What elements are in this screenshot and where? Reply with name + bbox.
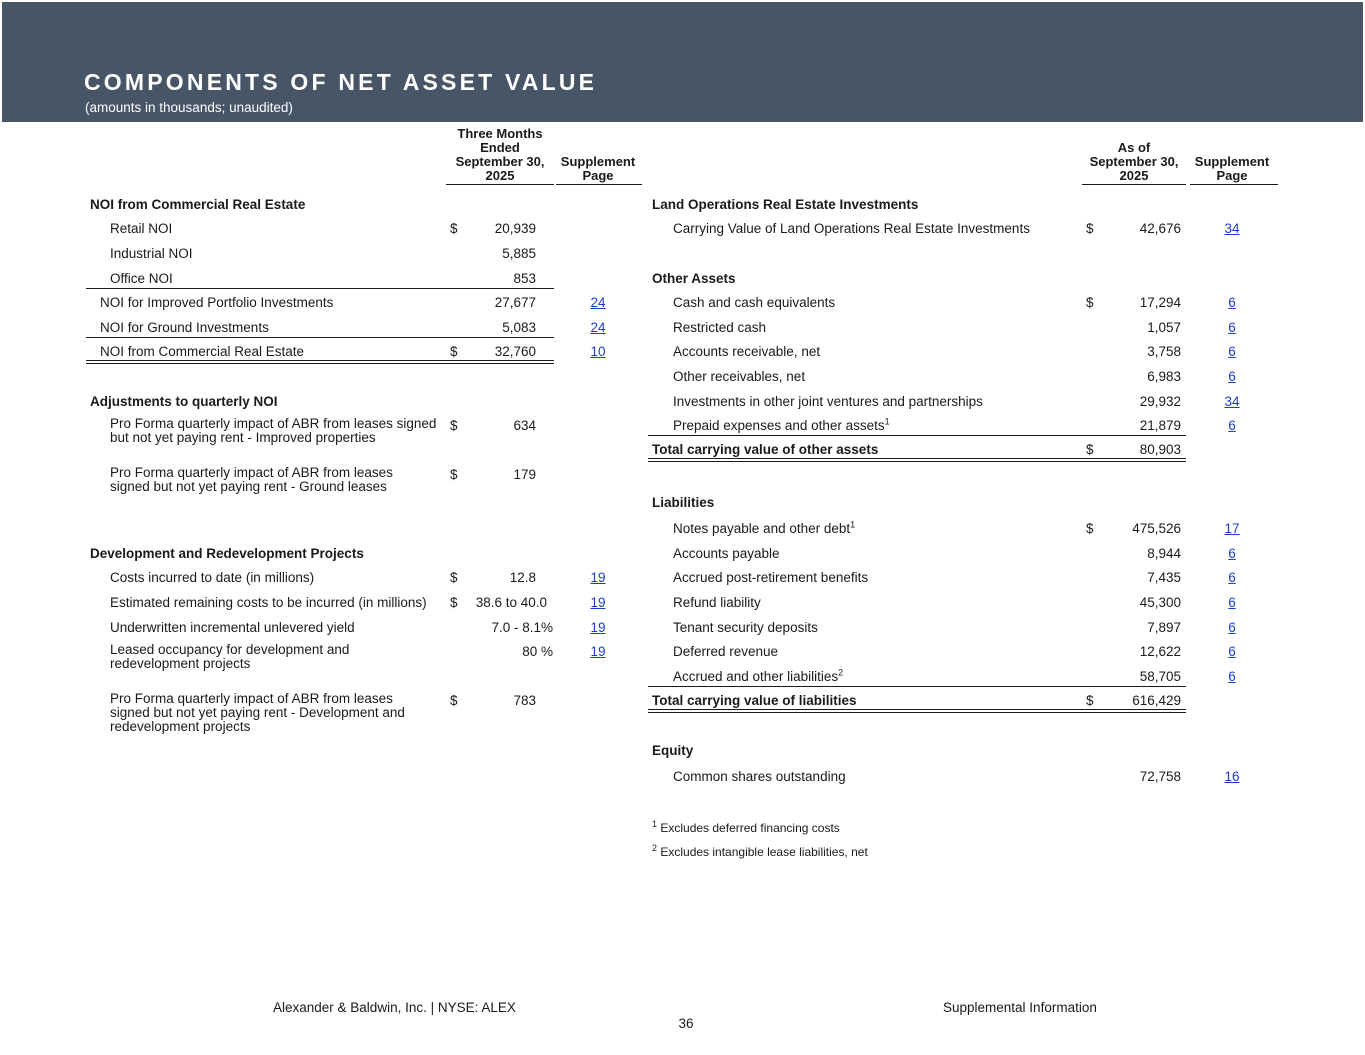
left-column-header: Three Months Ended September 30, 2025 bbox=[455, 126, 545, 183]
adj-improved-value: 634 bbox=[513, 418, 536, 433]
left-page-header: Supplement Page bbox=[560, 154, 636, 183]
right-header-rule bbox=[1082, 184, 1186, 185]
improved-noi-label: NOI for Improved Portfolio Investments bbox=[100, 295, 334, 310]
page-title: COMPONENTS OF NET ASSET VALUE bbox=[84, 69, 598, 95]
accrued-liabilities-rule bbox=[648, 686, 1186, 687]
deferred-revenue-value: 12,622 bbox=[1139, 644, 1181, 659]
common-shares-value: 72,758 bbox=[1139, 769, 1181, 784]
improved-noi-value: 27,677 bbox=[494, 295, 536, 310]
ground-noi-rule bbox=[86, 337, 554, 338]
ground-noi-page-link[interactable]: 24 bbox=[590, 320, 606, 335]
dev-costs-page-link[interactable]: 19 bbox=[590, 570, 606, 585]
notes-payable-label: Notes payable and other debt$^1$ bbox=[673, 519, 856, 536]
other-assets-heading: Other Assets bbox=[652, 271, 736, 286]
adj-improved-currency: $ bbox=[450, 418, 458, 433]
total-noi-page-link[interactable]: 10 bbox=[590, 344, 606, 359]
land-carrying-label: Carrying Value of Land Operations Real Estate Investments bbox=[673, 221, 1030, 236]
prepaid-footnote-ref: 1 bbox=[884, 416, 890, 427]
dev-remaining-page-link[interactable]: 19 bbox=[590, 595, 606, 610]
adj-improved-label: Pro Forma quarterly impact of ABR from leases signed but not yet paying rent - Improved properties bbox=[110, 416, 437, 445]
left-header-rule bbox=[446, 184, 554, 185]
accounts-receivable-label: Accounts receivable, net bbox=[673, 344, 821, 359]
dev-yield-label: Underwritten incremental unlevered yield bbox=[110, 620, 355, 635]
total-liabilities-double-rule bbox=[648, 709, 1186, 713]
other-receivables-label: Other receivables, net bbox=[673, 369, 806, 384]
dev-costs-value: 12.8 bbox=[509, 570, 536, 585]
dev-costs-currency: $ bbox=[450, 570, 458, 585]
dev-occupancy-page-link[interactable]: 19 bbox=[590, 644, 606, 659]
restricted-cash-label: Restricted cash bbox=[673, 320, 767, 335]
prepaid-label: Prepaid expenses and other assets$^1$ bbox=[673, 416, 890, 433]
footer-company: Alexander & Baldwin, Inc. | NYSE: ALEX bbox=[273, 1000, 516, 1015]
prepaid-page-link[interactable]: 6 bbox=[1228, 418, 1236, 433]
security-deposits-page-link[interactable]: 6 bbox=[1228, 620, 1236, 635]
land-carrying-page-link[interactable]: 34 bbox=[1224, 221, 1240, 236]
refund-liability-label: Refund liability bbox=[673, 595, 761, 610]
page-subtitle: (amounts in thousands; unaudited) bbox=[85, 100, 293, 115]
improved-noi-page-link[interactable]: 24 bbox=[590, 295, 606, 310]
total-noi-label: NOI from Commercial Real Estate bbox=[100, 344, 305, 359]
development-heading: Development and Redevelopment Projects bbox=[90, 546, 364, 561]
retail-noi-label: Retail NOI bbox=[110, 221, 173, 236]
cash-value: 17,294 bbox=[1139, 295, 1181, 310]
restricted-cash-page-link[interactable]: 6 bbox=[1228, 320, 1236, 335]
investments-label: Investments in other joint ventures and partnerships bbox=[673, 394, 983, 409]
accrued-liabilities-value: 58,705 bbox=[1139, 669, 1181, 684]
total-other-assets-value: 80,903 bbox=[1139, 442, 1181, 457]
dev-yield-value: 7.0 - 8.1% bbox=[491, 620, 553, 635]
dev-remaining-currency: $ bbox=[450, 595, 458, 610]
accounts-payable-value: 8,944 bbox=[1147, 546, 1181, 561]
right-column-header: As of September 30, 2025 bbox=[1089, 140, 1179, 183]
total-other-assets-currency: $ bbox=[1086, 442, 1094, 457]
dev-proforma-label: Pro Forma quarterly impact of ABR from leases signed but not yet paying rent - Development and redevelopment projects bbox=[110, 691, 405, 734]
investments-value: 29,932 bbox=[1139, 394, 1181, 409]
adjustments-heading: Adjustments to quarterly NOI bbox=[90, 394, 278, 409]
office-noi-rule bbox=[86, 288, 554, 289]
adj-ground-currency: $ bbox=[450, 467, 458, 482]
retail-noi-currency: $ bbox=[450, 221, 458, 236]
dev-proforma-value: 783 bbox=[513, 693, 536, 708]
dev-costs-label: Costs incurred to date (in millions) bbox=[110, 570, 315, 585]
land-heading: Land Operations Real Estate Investments bbox=[652, 197, 919, 212]
accounts-payable-label: Accounts payable bbox=[673, 546, 780, 561]
accounts-receivable-value: 3,758 bbox=[1147, 344, 1181, 359]
total-other-assets-label: Total carrying value of other assets bbox=[652, 442, 879, 457]
total-noi-currency: $ bbox=[450, 344, 458, 359]
dev-remaining-value: 38.6 to 40.0 bbox=[475, 595, 547, 610]
dev-proforma-currency: $ bbox=[450, 693, 458, 708]
notes-payable-page-link[interactable]: 17 bbox=[1224, 521, 1240, 536]
retirement-benefits-value: 7,435 bbox=[1147, 570, 1181, 585]
deferred-revenue-page-link[interactable]: 6 bbox=[1228, 644, 1236, 659]
dev-yield-page-link[interactable]: 19 bbox=[590, 620, 606, 635]
total-other-assets-double-rule bbox=[648, 458, 1186, 462]
land-carrying-value: 42,676 bbox=[1139, 221, 1181, 236]
total-noi-value: 32,760 bbox=[494, 344, 536, 359]
office-noi-value: 853 bbox=[513, 271, 536, 286]
noi-section-heading: NOI from Commercial Real Estate bbox=[90, 197, 306, 212]
footnote-2: $^2$ Excludes intangible lease liabilities, net bbox=[652, 843, 868, 859]
total-liabilities-currency: $ bbox=[1086, 693, 1094, 708]
land-carrying-currency: $ bbox=[1086, 221, 1094, 236]
ground-noi-label: NOI for Ground Investments bbox=[100, 320, 269, 335]
adj-ground-value: 179 bbox=[513, 467, 536, 482]
security-deposits-label: Tenant security deposits bbox=[673, 620, 818, 635]
cash-label: Cash and cash equivalents bbox=[673, 295, 836, 310]
security-deposits-value: 7,897 bbox=[1147, 620, 1181, 635]
total-noi-double-rule bbox=[86, 360, 554, 364]
right-page-header-rule bbox=[1190, 184, 1278, 185]
accounts-payable-page-link[interactable]: 6 bbox=[1228, 546, 1236, 561]
office-noi-label: Office NOI bbox=[110, 271, 173, 286]
left-page-header-rule bbox=[556, 184, 642, 185]
accrued-liabilities-page-link[interactable]: 6 bbox=[1228, 669, 1236, 684]
right-page-header: Supplement Page bbox=[1194, 154, 1270, 183]
other-receivables-value: 6,983 bbox=[1147, 369, 1181, 384]
notes-payable-footnote-ref: 1 bbox=[850, 519, 856, 530]
footer-document: Supplemental Information bbox=[943, 1000, 1097, 1015]
adj-ground-label: Pro Forma quarterly impact of ABR from leases signed but not yet paying rent - Ground leases bbox=[110, 465, 393, 494]
investments-page-link[interactable]: 34 bbox=[1224, 394, 1240, 409]
deferred-revenue-label: Deferred revenue bbox=[673, 644, 779, 659]
accounts-receivable-page-link[interactable]: 6 bbox=[1228, 344, 1236, 359]
refund-liability-page-link[interactable]: 6 bbox=[1228, 595, 1236, 610]
liabilities-heading: Liabilities bbox=[652, 495, 715, 510]
prepaid-rule bbox=[648, 435, 1186, 436]
accrued-liabilities-footnote-ref: 2 bbox=[838, 667, 844, 678]
common-shares-label: Common shares outstanding bbox=[673, 769, 846, 784]
total-liabilities-label: Total carrying value of liabilities bbox=[652, 693, 857, 708]
prepaid-value: 21,879 bbox=[1139, 418, 1181, 433]
footnote-1: $^1$ Excludes deferred financing costs bbox=[652, 819, 840, 835]
accrued-liabilities-label: Accrued and other liabilities$^2$ bbox=[673, 667, 844, 684]
dev-occupancy-label: Leased occupancy for development and redevelopment projects bbox=[110, 642, 350, 671]
retirement-benefits-label: Accrued post-retirement benefits bbox=[673, 570, 869, 585]
notes-payable-currency: $ bbox=[1086, 521, 1094, 536]
industrial-noi-label: Industrial NOI bbox=[110, 246, 193, 261]
cash-currency: $ bbox=[1086, 295, 1094, 310]
industrial-noi-value: 5,885 bbox=[502, 246, 536, 261]
notes-payable-value: 475,526 bbox=[1132, 521, 1181, 536]
footer-page-number: 36 bbox=[678, 1016, 694, 1031]
retail-noi-value: 20,939 bbox=[494, 221, 536, 236]
equity-heading: Equity bbox=[652, 743, 694, 758]
refund-liability-value: 45,300 bbox=[1139, 595, 1181, 610]
cash-page-link[interactable]: 6 bbox=[1228, 295, 1236, 310]
total-liabilities-value: 616,429 bbox=[1132, 693, 1181, 708]
other-receivables-page-link[interactable]: 6 bbox=[1228, 369, 1236, 384]
common-shares-page-link[interactable]: 16 bbox=[1224, 769, 1240, 784]
dev-remaining-label: Estimated remaining costs to be incurred (in millions) bbox=[110, 595, 427, 610]
dev-occupancy-value: 80 % bbox=[522, 644, 553, 659]
retirement-benefits-page-link[interactable]: 6 bbox=[1228, 570, 1236, 585]
restricted-cash-value: 1,057 bbox=[1147, 320, 1181, 335]
ground-noi-value: 5,083 bbox=[502, 320, 536, 335]
